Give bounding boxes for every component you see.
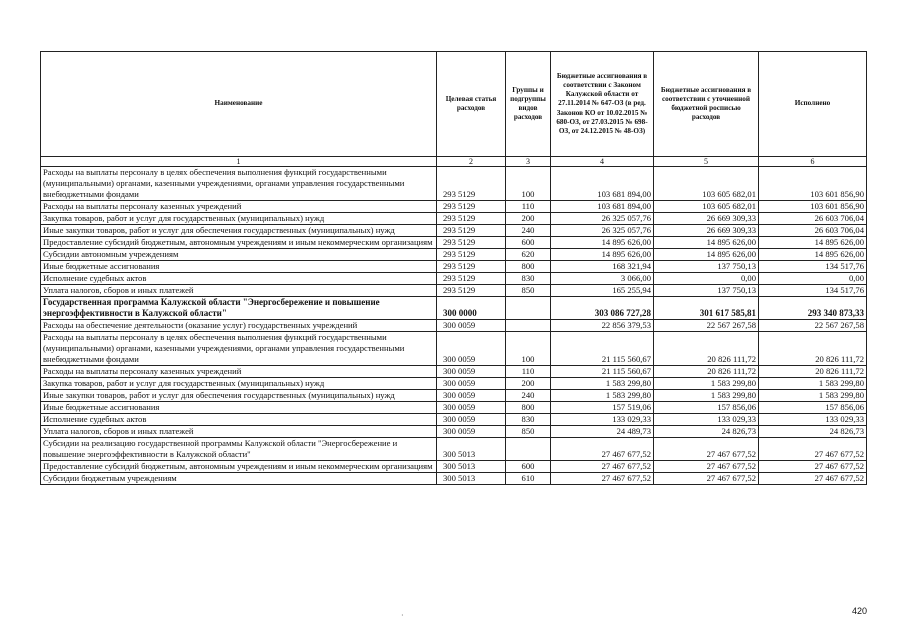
row-expense-type <box>506 297 551 320</box>
row-expense-type: 200 <box>506 213 551 225</box>
table-body <box>41 167 867 485</box>
row-refined-amount: 20 826 111,72 <box>654 332 759 366</box>
row-expense-type: 850 <box>506 285 551 297</box>
row-refined-amount: 1 583 299,80 <box>654 378 759 390</box>
header-refined: Бюджетные ассигнования в соответствии с уточненной бюджетной росписью расходов <box>654 52 759 157</box>
row-name: Исполнение судебных актов <box>41 414 437 426</box>
row-law-amount: 165 255,94 <box>551 285 654 297</box>
row-name: Расходы на выплаты персоналу казенных учреждений <box>41 366 437 378</box>
row-refined-amount: 24 826,73 <box>654 426 759 438</box>
row-target-code: 300 0059 <box>437 414 506 426</box>
row-executed-amount: 157 856,06 <box>759 402 867 414</box>
row-executed-amount: 22 567 267,58 <box>759 320 867 332</box>
row-law-amount: 14 895 626,00 <box>551 237 654 249</box>
row-law-amount: 103 681 894,00 <box>551 167 654 201</box>
row-executed-amount: 27 467 677,52 <box>759 438 867 461</box>
row-executed-amount: 1 583 299,80 <box>759 378 867 390</box>
table-row <box>41 366 867 378</box>
row-expense-type: 830 <box>506 273 551 285</box>
row-refined-amount: 157 856,06 <box>654 402 759 414</box>
row-name: Закупка товаров, работ и услуг для государственных (муниципальных) нужд <box>41 213 437 225</box>
header-target: Целевая статья расходов <box>437 52 506 157</box>
table-row <box>41 320 867 332</box>
row-name: Иные закупки товаров, работ и услуг для обеспечения государственных (муниципальных) нужд <box>41 390 437 402</box>
row-law-amount: 3 066,00 <box>551 273 654 285</box>
row-expense-type <box>506 320 551 332</box>
row-law-amount: 103 681 894,00 <box>551 201 654 213</box>
row-name: Расходы на выплаты персоналу в целях обеспечения выполнения функций государственными (муниципальными) органами, казенными учреждениями, органами управления государственными внебюджетными фондами <box>41 167 437 201</box>
row-law-amount: 27 467 677,52 <box>551 461 654 473</box>
row-law-amount: 168 321,94 <box>551 261 654 273</box>
row-refined-amount: 137 750,13 <box>654 285 759 297</box>
row-target-code: 293 5129 <box>437 201 506 213</box>
row-refined-amount: 27 467 677,52 <box>654 461 759 473</box>
table-row <box>41 249 867 261</box>
column-number: 5 <box>654 157 759 167</box>
table-row <box>41 297 867 320</box>
row-law-amount: 27 467 677,52 <box>551 473 654 485</box>
row-name: Предоставление субсидий бюджетным, автономным учреждениям и иным некоммерческим организациям <box>41 461 437 473</box>
row-target-code: 293 5129 <box>437 213 506 225</box>
row-expense-type: 100 <box>506 332 551 366</box>
row-expense-type: 850 <box>506 426 551 438</box>
table-row <box>41 273 867 285</box>
row-law-amount: 21 115 560,67 <box>551 332 654 366</box>
row-expense-type: 110 <box>506 201 551 213</box>
row-refined-amount: 27 467 677,52 <box>654 473 759 485</box>
row-executed-amount: 0,00 <box>759 273 867 285</box>
row-executed-amount: 134 517,76 <box>759 285 867 297</box>
row-executed-amount: 103 601 856,90 <box>759 201 867 213</box>
column-number: 4 <box>551 157 654 167</box>
row-refined-amount: 301 617 585,81 <box>654 297 759 320</box>
row-law-amount: 22 856 379,53 <box>551 320 654 332</box>
row-law-amount: 24 489,73 <box>551 426 654 438</box>
row-executed-amount: 293 340 873,33 <box>759 297 867 320</box>
row-law-amount: 303 086 727,28 <box>551 297 654 320</box>
row-name: Иные бюджетные ассигнования <box>41 261 437 273</box>
page-number: 420 <box>851 606 867 616</box>
row-executed-amount: 14 895 626,00 <box>759 249 867 261</box>
row-target-code: 293 5129 <box>437 261 506 273</box>
table-row <box>41 426 867 438</box>
row-target-code: 300 0059 <box>437 390 506 402</box>
row-refined-amount: 20 826 111,72 <box>654 366 759 378</box>
row-refined-amount: 22 567 267,58 <box>654 320 759 332</box>
table-row <box>41 237 867 249</box>
header-groups: Группы и подгруппы видов расходов <box>506 52 551 157</box>
table-row <box>41 438 867 461</box>
row-name: Предоставление субсидий бюджетным, автономным учреждениям и иным некоммерческим организациям <box>41 237 437 249</box>
header-law: Бюджетные ассигнования в соответствии с Законом Калужской области от 27.11.2014 № 647-ОЗ (в ред. Законов КО от 10.02.2015 № 680-ОЗ, от 27.03.2015 № 698-ОЗ, от 24.12.2015 № 48-ОЗ) <box>551 52 654 157</box>
row-law-amount: 26 325 057,76 <box>551 213 654 225</box>
table-row <box>41 167 867 201</box>
row-law-amount: 1 583 299,80 <box>551 378 654 390</box>
row-executed-amount: 14 895 626,00 <box>759 237 867 249</box>
header-row <box>41 52 867 157</box>
row-refined-amount: 1 583 299,80 <box>654 390 759 402</box>
row-executed-amount: 20 826 111,72 <box>759 366 867 378</box>
row-target-code: 300 5013 <box>437 473 506 485</box>
row-refined-amount: 133 029,33 <box>654 414 759 426</box>
row-target-code: 300 0059 <box>437 366 506 378</box>
row-expense-type: 240 <box>506 225 551 237</box>
row-name: Расходы на обеспечение деятельности (оказание услуг) государственных учреждений <box>41 320 437 332</box>
row-target-code: 293 5129 <box>437 237 506 249</box>
row-target-code: 300 0059 <box>437 402 506 414</box>
row-law-amount: 1 583 299,80 <box>551 390 654 402</box>
row-name: Субсидии бюджетным учреждениям <box>41 473 437 485</box>
row-target-code: 293 5129 <box>437 273 506 285</box>
header-name: Наименование <box>41 52 437 157</box>
row-expense-type: 600 <box>506 237 551 249</box>
table-row <box>41 461 867 473</box>
row-target-code: 293 5129 <box>437 167 506 201</box>
table-row <box>41 390 867 402</box>
row-target-code: 293 5129 <box>437 225 506 237</box>
row-executed-amount: 26 603 706,04 <box>759 213 867 225</box>
column-number-row <box>41 157 867 167</box>
row-expense-type <box>506 438 551 461</box>
row-expense-type: 600 <box>506 461 551 473</box>
row-name: Субсидии на реализацию государственной программы Калужской области "Энергосбережение и повышение энергоэффективности в Калужской области" <box>41 438 437 461</box>
row-executed-amount: 134 517,76 <box>759 261 867 273</box>
row-executed-amount: 26 603 706,04 <box>759 225 867 237</box>
header-executed: Исполнено <box>759 52 867 157</box>
row-name: Уплата налогов, сборов и иных платежей <box>41 426 437 438</box>
table-row <box>41 285 867 297</box>
row-law-amount: 21 115 560,67 <box>551 366 654 378</box>
row-name: Исполнение судебных актов <box>41 273 437 285</box>
row-law-amount: 26 325 057,76 <box>551 225 654 237</box>
scan-dot: · <box>401 611 404 620</box>
row-refined-amount: 137 750,13 <box>654 261 759 273</box>
column-number: 1 <box>41 157 437 167</box>
row-expense-type: 110 <box>506 366 551 378</box>
table-row <box>41 201 867 213</box>
column-number: 6 <box>759 157 867 167</box>
row-target-code: 300 5013 <box>437 438 506 461</box>
row-executed-amount: 24 826,73 <box>759 426 867 438</box>
row-expense-type: 620 <box>506 249 551 261</box>
row-refined-amount: 27 467 677,52 <box>654 438 759 461</box>
row-name: Иные закупки товаров, работ и услуг для обеспечения государственных (муниципальных) нужд <box>41 225 437 237</box>
row-target-code: 300 5013 <box>437 461 506 473</box>
row-refined-amount: 0,00 <box>654 273 759 285</box>
row-executed-amount: 27 467 677,52 <box>759 473 867 485</box>
row-executed-amount: 1 583 299,80 <box>759 390 867 402</box>
row-expense-type: 610 <box>506 473 551 485</box>
column-number: 2 <box>437 157 506 167</box>
table-row <box>41 332 867 366</box>
row-target-code: 293 5129 <box>437 285 506 297</box>
row-executed-amount: 27 467 677,52 <box>759 461 867 473</box>
row-name: Государственная программа Калужской области "Энергосбережение и повышение энергоэффективности в Калужской области" <box>41 297 437 320</box>
row-name: Уплата налогов, сборов и иных платежей <box>41 285 437 297</box>
row-expense-type: 240 <box>506 390 551 402</box>
row-expense-type: 800 <box>506 261 551 273</box>
row-target-code: 300 0059 <box>437 332 506 366</box>
row-target-code: 300 0000 <box>437 297 506 320</box>
row-name: Закупка товаров, работ и услуг для государственных (муниципальных) нужд <box>41 378 437 390</box>
row-target-code: 300 0059 <box>437 378 506 390</box>
row-name: Субсидии автономным учреждениям <box>41 249 437 261</box>
row-refined-amount: 103 605 682,01 <box>654 201 759 213</box>
row-law-amount: 27 467 677,52 <box>551 438 654 461</box>
row-name: Расходы на выплаты персоналу в целях обеспечения выполнения функций государственными (муниципальными) органами, казенными учреждениями, органами управления государственными внебюджетными фондами <box>41 332 437 366</box>
row-name: Расходы на выплаты персоналу казенных учреждений <box>41 201 437 213</box>
budget-table <box>40 51 867 485</box>
row-target-code: 300 0059 <box>437 320 506 332</box>
row-expense-type: 200 <box>506 378 551 390</box>
row-executed-amount: 103 601 856,90 <box>759 167 867 201</box>
row-target-code: 293 5129 <box>437 249 506 261</box>
table-row <box>41 473 867 485</box>
row-expense-type: 830 <box>506 414 551 426</box>
budget-table-sheet <box>40 51 866 485</box>
table-row <box>41 378 867 390</box>
row-refined-amount: 14 895 626,00 <box>654 249 759 261</box>
row-law-amount: 133 029,33 <box>551 414 654 426</box>
table-row <box>41 261 867 273</box>
row-refined-amount: 26 669 309,33 <box>654 225 759 237</box>
row-executed-amount: 20 826 111,72 <box>759 332 867 366</box>
table-row <box>41 414 867 426</box>
table-row <box>41 402 867 414</box>
table-row <box>41 213 867 225</box>
row-expense-type: 800 <box>506 402 551 414</box>
row-law-amount: 157 519,06 <box>551 402 654 414</box>
row-target-code: 300 0059 <box>437 426 506 438</box>
row-expense-type: 100 <box>506 167 551 201</box>
row-law-amount: 14 895 626,00 <box>551 249 654 261</box>
table-row <box>41 225 867 237</box>
column-number: 3 <box>506 157 551 167</box>
row-executed-amount: 133 029,33 <box>759 414 867 426</box>
row-refined-amount: 14 895 626,00 <box>654 237 759 249</box>
row-refined-amount: 103 605 682,01 <box>654 167 759 201</box>
row-refined-amount: 26 669 309,33 <box>654 213 759 225</box>
row-name: Иные бюджетные ассигнования <box>41 402 437 414</box>
